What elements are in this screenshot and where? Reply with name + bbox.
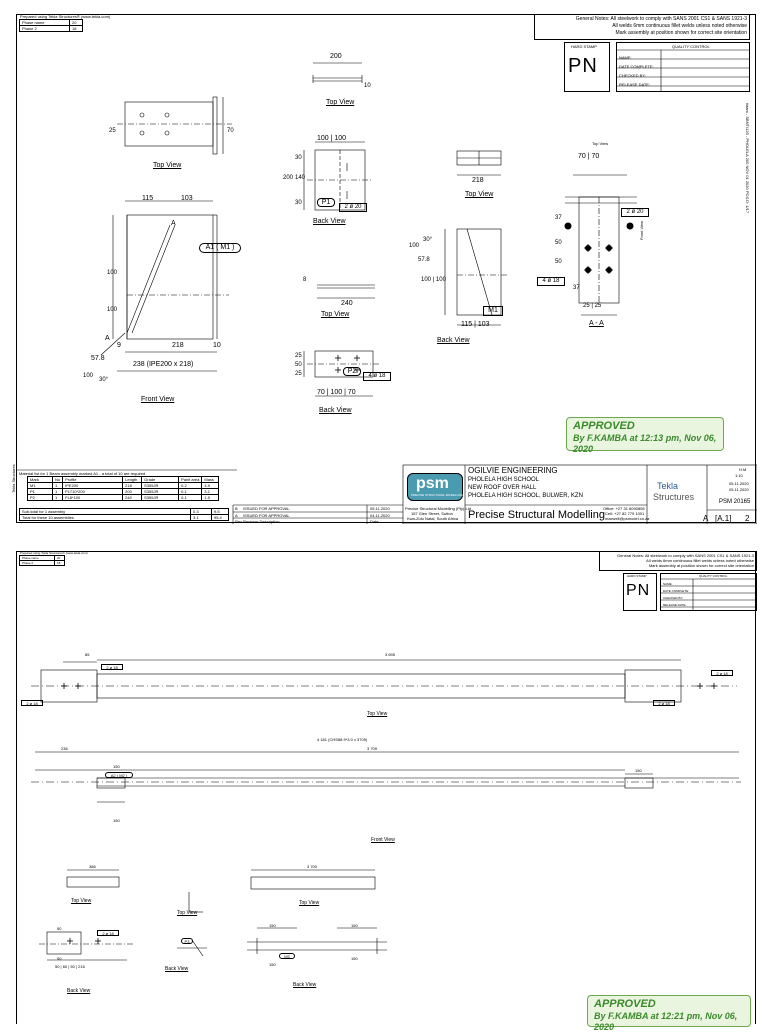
dimension-label: 100 — [107, 270, 118, 276]
project-line: PHOLELA HIGH SCHOOL — [468, 477, 540, 483]
revision-description: ISSUED FOR APPROVAL — [243, 506, 290, 511]
part-mark-tag: M3 — [279, 953, 295, 959]
project-line: NEW ROOF OVER HALL — [468, 485, 537, 491]
front-view-label: Front View — [371, 837, 395, 843]
table-row: P1 1 PLT10*200 200 S355JR 0.1 3.1 — [28, 489, 219, 495]
table-row: P2 1 FL8*100 240 S355JR 0.1 1.5 — [28, 495, 219, 501]
prepared-by-note: Prepared using Tekla Structures® (www.tekla.com) — [20, 14, 111, 19]
hole-callout: 2 ø 20 — [621, 208, 649, 217]
dimension-label: 140 — [295, 175, 306, 181]
fabricator-name: Precise Structural Modelling — [468, 509, 605, 521]
tekla-logo-sub: Structures — [653, 492, 695, 502]
dimension-label: 25 | 25 — [583, 303, 602, 309]
back-view-label: Back View — [313, 218, 346, 225]
sheet-number: 2 — [745, 514, 750, 523]
dimension-label: 100 | 100 — [421, 277, 446, 283]
section-marker: A — [105, 335, 110, 342]
hole-callout: 4 ø 18 — [363, 372, 391, 381]
dimension-label: 115 | 103 — [461, 321, 490, 328]
dimension-label: 10 — [364, 83, 371, 89]
dimension-label: 218 — [172, 342, 184, 349]
dimension-label: 200 — [330, 53, 342, 60]
back-view-label: Back View — [319, 407, 352, 414]
drawing-sheet-1: Prepared using Tekla Structures® (www.tekla.com) Phase name 20 Phase 2 18 General Notes: All steelwork to comply with SANS 2001 CS1 & SANS 1921-3 All welds 6mm continuous fillet welds unless noted otherwise Mark assembly at position shown for correct site orientation HARD STAMP PN QUALITY CONTROL NAME: DATE COMPLETE: CHECKED BY: RELEASE DATE: Top View 200 10 Top View 25 70 115 103 100 100 218 10 238 (IPE200 x 218) 9 57.8 100 30° Front View A1 ( M1 ) A A 100 | 100 30 140 200 30 P1 2 ø 20 Back View 8 240 Top View 25 50 25 P2 4 ø 18 70 | 100 | 70 Back View 218 Top View 100 57.8 30° 100 | 100 M1 115 | 103 Back View Top View 70 | 70 37 50 50 37 2 ø 20 4 ø 18 25 | 25 A - A Front View Ilaam - SBNT/120 - PHOLELA 200 NOV 01 2020 PCS.D: 1/17 APPROVED By F.KAMBA at 12:13 pm, Nov 06, 2020 Material list for 1 Beam assembly marked A1 - a total of 10 are required Mark No Profile Length Grade Paint area Mass M1 1 IPE200 218 S355JR 0.2 4.9 P1 1 PLT10*200 200 S355JR 0.1 3.1 P2 1 FL8*100 240 S355JR 0.1 1.5 Sub-total for 1 assembly 0.3 9.5 Total for these 10 assemblies 3.1 95.4 Tekla Structures B ISSUED FOR APPROVAL 05.11.2020 A ISSUED FOR APPROVAL 04.11.2020 Rev Revision Description Date psm PRECISE STRUCTURAL MODELLING Precise Structural Modelling (Pty) Ltd 157 Glen Street, Sutton Kwa-Zulu Natal, South Africa OGILVIE ENGINEERING PHOLELA HIGH SCHOOL NEW ROOF OVER HALL PHOLELA HIGH SCHOOL, BULWER, KZN Precise Structural Modelling Office: +27 31 8090808 Cell: +27 82 779 1001 maxwell@psmodel.co.za Tekla Structures H.M 1:10 05.11.2020 05.11.2020 PSM 20165 A [A.1] 2 — [16, 14, 756, 523]
dimension-label: 50 | 60 | 50 | 216 — [55, 964, 85, 969]
dimension-label: 103 — [181, 195, 193, 202]
general-note-line-3: Mark assembly at position shown for correct site orientation — [615, 30, 747, 36]
part-mark-tag: P3 — [181, 938, 193, 944]
back-view-label: Back View — [293, 982, 317, 988]
dimension-label: 150 — [113, 764, 120, 769]
hole-callout: 2 ø 18 — [101, 664, 123, 670]
dimension-label: 386 — [89, 864, 96, 869]
table-row: Total for these 10 assemblies 3.1 95.4 — [20, 515, 229, 521]
side-label: Tekla Structures — [11, 464, 16, 493]
dimension-label: 10 — [213, 342, 221, 349]
dimension-label: 3 709 — [367, 746, 378, 751]
hole-callout: 2 ø 18 — [97, 930, 119, 936]
back-view-label: Back View — [67, 988, 91, 994]
dimension-label: 150 — [635, 768, 642, 773]
dimension-label: 57.8 — [91, 355, 105, 362]
approved-stamp: APPROVED By F.KAMBA at 12:21 pm, Nov 06, 2020 — [587, 995, 751, 1027]
dimension-label: 70 | 70 — [578, 153, 600, 160]
revision-date: 05.11.2020 — [370, 506, 390, 511]
dimension-label: 100 — [83, 373, 94, 379]
dimension-label: 37 — [573, 285, 580, 291]
front-view-label: Front View — [141, 396, 175, 403]
drawing-lines-sheet-2 — [17, 552, 757, 1025]
dimension-label: 9 — [117, 342, 121, 349]
phase-table: Phase name 20 Phase 2 18 — [19, 19, 83, 32]
dimension-label: 100 — [107, 307, 118, 313]
assembly-mark: [A.1] — [715, 514, 732, 523]
quality-control-box: QUALITY CONTROL NAME: DATE COMPLETE: CHECKED BY: RELEASE DATE: — [660, 573, 757, 611]
dimension-label: 50 — [295, 362, 302, 368]
dimension-label: 100 | 100 — [317, 135, 347, 142]
part-mark-tag: P1 — [317, 198, 335, 207]
top-view-label: Top View — [367, 711, 388, 717]
dimension-label: 3 700 — [307, 864, 318, 869]
stamp-initials: PN — [626, 582, 651, 599]
client-name: OGILVIE ENGINEERING — [468, 466, 558, 475]
dimension-label: 50 — [57, 926, 62, 931]
dimension-label: 50 — [555, 240, 562, 246]
dimension-label: 150 — [269, 962, 276, 967]
dimension-label: 8 — [303, 277, 307, 283]
dimension-label: 200 — [283, 175, 294, 181]
dimension-label: 70 — [227, 128, 234, 134]
revision-date: 04.11.2020 — [370, 513, 390, 518]
material-list-table — [27, 476, 219, 501]
hole-callout: 2 ø 18 — [711, 670, 733, 676]
assembly-mark-tag: A1 ( M1 ) — [199, 243, 241, 253]
drawing-sheet-2 — [16, 551, 756, 1032]
material-list-title: Material list for 1 Beam assembly marked A1 - a total of 10 are required — [19, 471, 146, 476]
quality-control-box: QUALITY CONTROL NAME: DATE COMPLETE: CHECKED BY: RELEASE DATE: — [616, 42, 750, 92]
top-view-label: Top View — [321, 311, 350, 318]
table-row: Mark No Profile Length Grade Paint area Mass — [28, 477, 219, 483]
dimension-label: 85 — [85, 652, 90, 657]
top-view-label: Top View — [465, 191, 494, 198]
page-gap — [0, 527, 768, 549]
prepared-by-note: Prepared using Tekla Structures® (www.tekla.com) — [20, 551, 88, 555]
dimension-label: 150 — [113, 818, 120, 823]
dimension-label: 218 — [472, 177, 484, 184]
general-note-line-1: General Notes: All steelwork to comply with SANS 2001 CS1 & SANS 1921-3 — [575, 16, 747, 22]
dimension-label: 4 181 (CHS88.9*3.0 x 3709) — [317, 737, 368, 742]
top-view-label: Top View — [299, 900, 320, 906]
dimension-label: 30 — [295, 200, 302, 206]
dimension-label: 50 — [57, 956, 62, 961]
general-notes-box: General Notes: All steelwork to comply with SANS 2001 CS1 & SANS 1921-3 All welds 6mm continuous fillet welds unless noted otherwise Mark assembly at position shown for correct site orientation — [599, 551, 757, 571]
hole-callout: 2 ø 20 — [339, 203, 367, 212]
dimension-label: 150 — [351, 923, 358, 928]
phase-table: Phase name 20 Phase 2 18 — [19, 555, 65, 566]
dimension-label: 240 — [341, 300, 353, 307]
dimension-label: 25 — [109, 128, 116, 134]
hole-callout: 2 ø 18 — [653, 700, 675, 706]
dimension-label: 57.8 — [418, 257, 430, 263]
dimension-label: 150 — [351, 956, 358, 961]
general-note-line-2: All welds 6mm continuous fillet welds unless noted otherwise — [612, 23, 747, 29]
part-mark-tag: P2 — [343, 367, 361, 376]
job-number: PSM 20165 — [719, 499, 751, 505]
dimension-label: 238 (IPE200 x 218) — [133, 361, 194, 368]
dimension-label: 30° — [423, 237, 433, 243]
dimension-label: 150 — [269, 923, 276, 928]
hard-stamp-box: HARD STAMP PN — [623, 573, 657, 611]
top-view-label: Top View — [326, 99, 355, 106]
dimension-label: 70 | 100 | 70 — [317, 389, 356, 396]
stamp-initials: PN — [568, 55, 598, 77]
part-mark-tag: M1 — [483, 306, 503, 316]
dimension-label: 30° — [99, 377, 109, 383]
section-view-label: A - A — [589, 320, 604, 327]
back-view-label: Back View — [165, 966, 189, 972]
section-marker: A — [171, 220, 176, 227]
project-line: PHOLELA HIGH SCHOOL, BULWER, KZN — [468, 493, 583, 499]
table-row: M1 1 IPE200 218 S355JR 0.2 4.9 — [28, 483, 219, 489]
dimension-label: 115 — [142, 195, 154, 202]
psm-logo: psm PRECISE STRUCTURAL MODELLING — [407, 473, 463, 501]
assembly-mark-tag: A2 ( M2 ) — [105, 772, 133, 778]
dimension-label: 30 — [295, 155, 302, 161]
dimension-label: 25 — [295, 353, 302, 359]
dimension-label: 236 — [61, 746, 68, 751]
top-view-label: Top View — [71, 898, 92, 904]
table-row: Sub-total for 1 assembly 0.3 9.5 — [20, 509, 229, 515]
dimension-label: 100 — [409, 243, 420, 249]
hard-stamp-box: HARD STAMP PN — [564, 42, 610, 92]
hole-callout: 4 ø 18 — [537, 277, 565, 286]
side-reference-text: Ilaam - SBNT/120 - PHOLELA 200 NOV 01 2020 PCS.D: 1/17 — [745, 103, 750, 214]
dimension-label: 25 — [295, 371, 302, 377]
revision-description: ISSUED FOR APPROVAL — [243, 513, 290, 518]
dimension-label: 50 — [555, 259, 562, 265]
view-direction-label: Front View — [639, 220, 644, 240]
material-totals-table — [19, 508, 229, 521]
approved-stamp: APPROVED By F.KAMBA at 12:13 pm, Nov 06, 2020 — [566, 417, 724, 451]
hole-callout: 2 ø 18 — [21, 700, 43, 706]
view-direction-label: Top View — [592, 141, 609, 146]
dimension-label: 3 695 — [385, 652, 396, 657]
back-view-label: Back View — [437, 337, 470, 344]
dimension-label: 37 — [555, 215, 562, 221]
top-view-label: Top View — [153, 162, 182, 169]
top-view-label: Top View — [177, 910, 198, 916]
tekla-logo: Tekla — [657, 481, 679, 491]
